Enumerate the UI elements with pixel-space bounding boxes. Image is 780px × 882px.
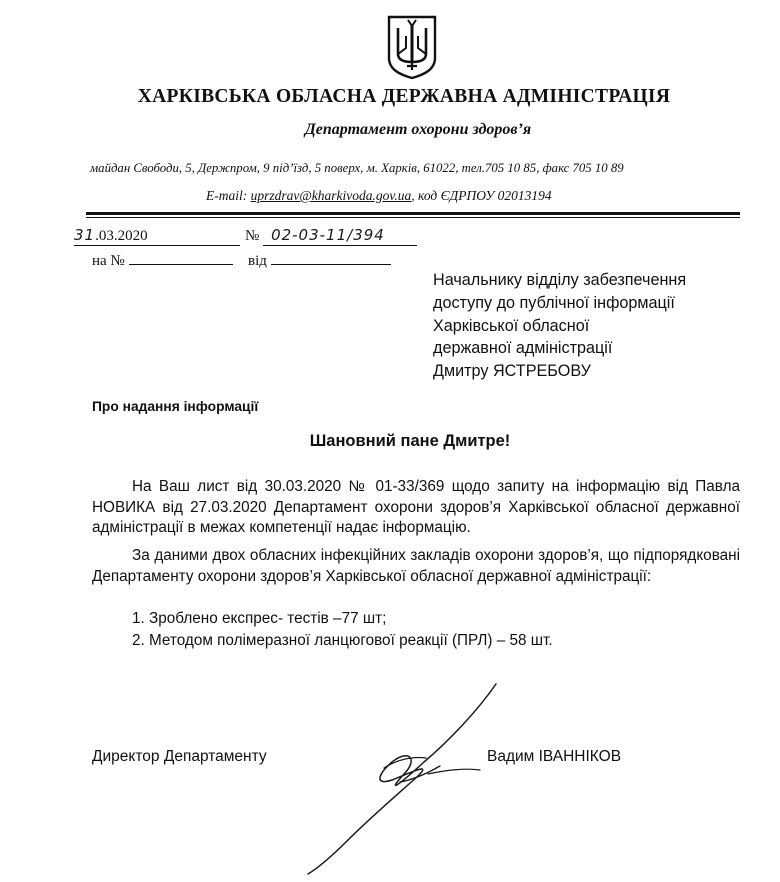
list-item: 1. Зроблено експрес- тестів –77 шт; <box>132 610 387 627</box>
department-title: Департамент охорони здоров’я <box>304 121 532 138</box>
date-handwritten-day: 31 <box>74 226 96 244</box>
reply-to-date <box>248 250 391 270</box>
addressee-line: Начальнику відділу забезпечення <box>433 271 687 289</box>
header-rule-thick <box>86 212 740 215</box>
signatory-position: Директор Департаменту <box>92 748 267 765</box>
address-line: майдан Свободи, 5, Держпром, 9 під’їзд, 5 поверх, м. Харків, 61022, тел.705 10 85, факс 705 10 89 <box>90 161 624 175</box>
addressee-line: Харківської обласної <box>433 316 590 335</box>
number-label: № <box>245 228 260 244</box>
addressee-line: державної адміністрації <box>433 339 613 358</box>
email-label: E-mail: <box>206 188 251 203</box>
outgoing-date <box>74 226 240 246</box>
body-paragraph-1: На Ваш лист від 30.03.2020 № 01-33/369 щодо запиту на інформацію від Павла НОВИКА від 27.03.2020 Департамент охорони здоров’я Харківської обласної державної адміністрації в межах компетенції надає інформацію. <box>92 478 740 536</box>
header-rule-thin <box>86 217 740 218</box>
trident-coat-of-arms-icon <box>385 14 439 80</box>
signatory-name: Вадим ІВАННІКОВ <box>487 748 622 765</box>
addressee-line: доступу до публічної інформації <box>433 293 675 312</box>
contact-line <box>206 188 552 204</box>
addressee-line: Дмитру ЯСТРЕБОВУ <box>433 362 591 381</box>
from-label: від <box>248 253 267 269</box>
organization-title: ХАРКІВСЬКА ОБЛАСНА ДЕРЖАВНА АДМІНІСТРАЦІЯ <box>137 86 671 107</box>
reply-to-label: на № <box>92 253 125 269</box>
date-rest: .03.2020 <box>95 228 148 244</box>
edrpou-code: , код ЄДРПОУ 02013194 <box>411 188 552 203</box>
body-paragraph-2: За даними двох обласних інфекційних закладів охорони здоров’я, що підпорядковані Департаменту охорони здоров’я Харківської обласної державної адміністрації: <box>92 547 740 585</box>
handwritten-signature <box>300 676 510 876</box>
addressee-block <box>433 269 686 383</box>
email-link[interactable]: uprzdrav@kharkivoda.gov.ua <box>250 188 412 203</box>
reply-to-number <box>92 250 233 270</box>
list-item: 2. Методом полімеразної ланцюгової реакції (ПРЛ) – 58 шт. <box>132 632 553 649</box>
number-handwritten: 02-03-11/394 <box>271 226 385 244</box>
letter-subject: Про надання інформації <box>92 399 259 414</box>
greeting: Шановний пане Дмитре! <box>309 432 511 450</box>
outgoing-number <box>245 226 417 246</box>
